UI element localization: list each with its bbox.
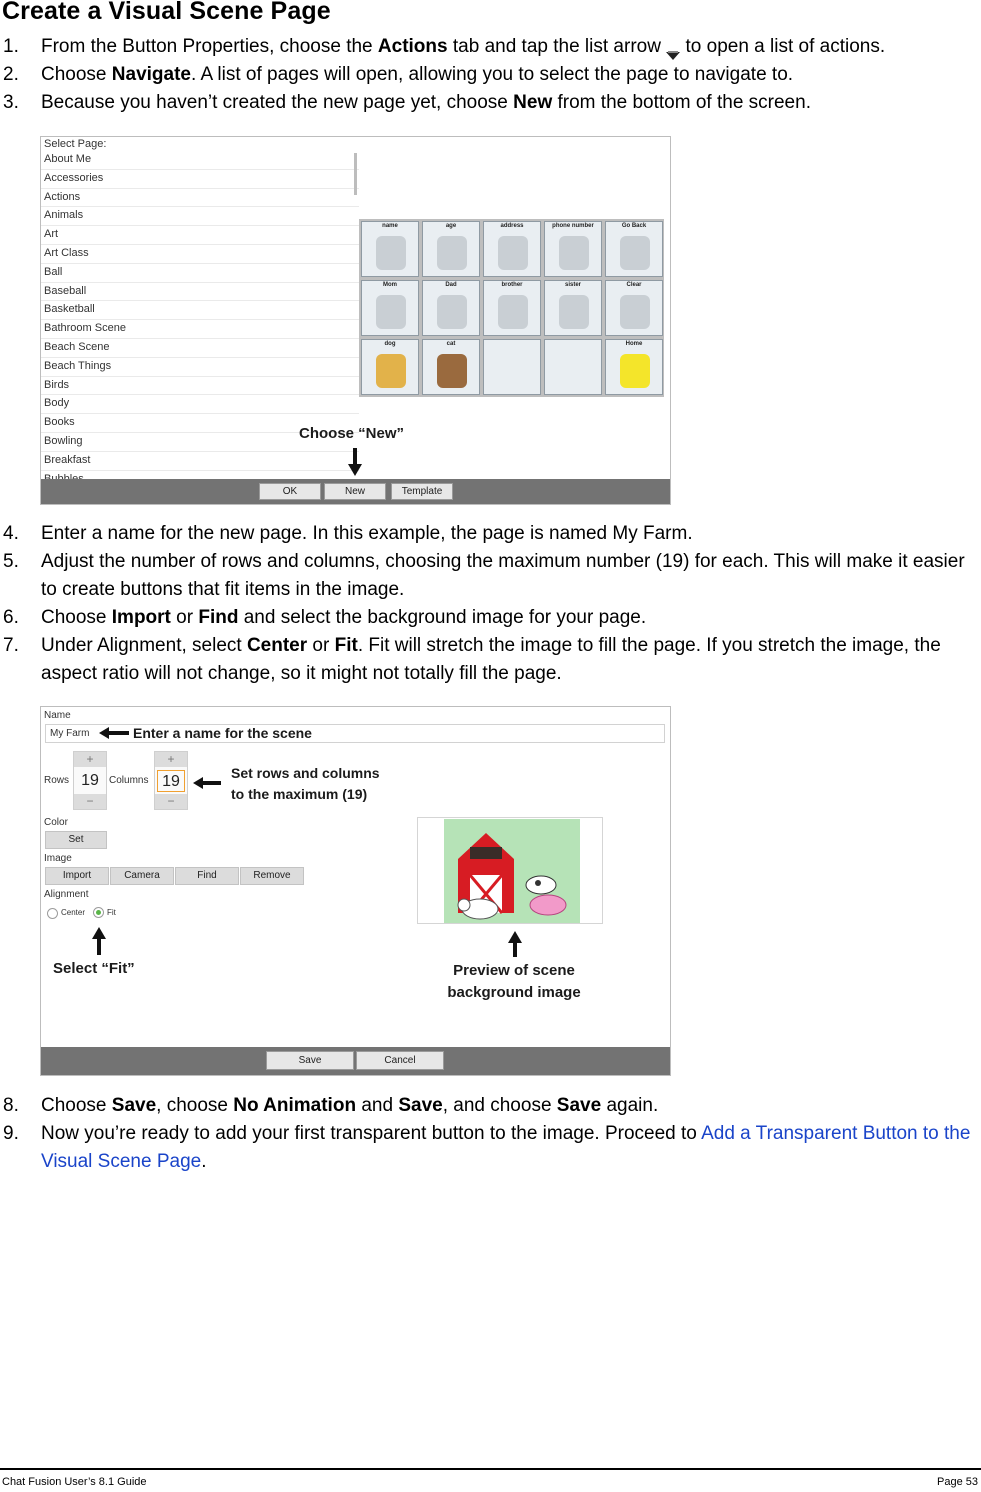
step-text: . [201, 1151, 207, 1172]
page-list-item[interactable]: Accessories [41, 170, 359, 189]
step-item [0, 89, 981, 117]
step-text: Adjust the number of rows and columns, choosing the maximum number (19) for each. This will make it easier to create buttons that fit items in the image. [41, 551, 965, 600]
remove-button[interactable]: Remove [240, 867, 304, 885]
step-keyword: New [513, 92, 553, 113]
arrow-up-icon [92, 927, 106, 955]
callout-rows-columns [231, 763, 380, 805]
symbol-icon [498, 236, 528, 270]
grid-button-label: Mom [383, 282, 397, 288]
columns-plus-button[interactable]: + [155, 752, 187, 767]
step-keyword: Save [398, 1095, 443, 1116]
step-item [0, 33, 981, 61]
grid-button[interactable] [544, 280, 602, 336]
step-keyword: Navigate [111, 64, 191, 85]
step-text: From the Button Properties, choose the [41, 36, 378, 57]
page-list-item[interactable]: Baseball [41, 283, 359, 302]
page-list-item[interactable]: Books [41, 414, 359, 433]
step-item [0, 632, 981, 688]
page-title: Create a Visual Scene Page [2, 0, 331, 25]
step-number: 3. [3, 92, 19, 113]
fit-label: Fit [107, 908, 116, 917]
columns-minus-button[interactable]: − [155, 794, 187, 809]
step-text: . A list of pages will open, allowing you to select the page to navigate to. [190, 64, 794, 85]
grid-button-label: dog [384, 341, 396, 347]
button-grid [359, 219, 664, 397]
grid-button-label: Clear [626, 282, 642, 288]
steps-list-2 [0, 520, 981, 688]
page-list-item[interactable]: Art Class [41, 245, 359, 264]
grid-button-label: Go Back [621, 223, 647, 229]
columns-label: Columns [109, 775, 149, 786]
symbol-icon [620, 295, 650, 329]
page-list-item[interactable]: Art [41, 226, 359, 245]
step-number: 5. [3, 551, 19, 572]
step-number: 6. [3, 607, 19, 628]
symbol-icon [376, 354, 406, 388]
find-button[interactable]: Find [175, 867, 239, 885]
list-header: Select Page: [44, 138, 107, 150]
callout-rows-line-1: Set rows and columns [231, 765, 380, 781]
arrow-up-icon [508, 931, 522, 957]
import-button[interactable]: Import [45, 867, 109, 885]
step-keyword: No Animation [233, 1095, 357, 1116]
grid-button[interactable] [361, 221, 419, 277]
grid-button-label: sister [564, 282, 581, 288]
fit-radio[interactable] [93, 907, 104, 918]
grid-button-label: phone number [552, 223, 594, 229]
callout-preview-line-1: Preview of scene [453, 962, 575, 979]
new-page-settings-screenshot [40, 706, 671, 1076]
navigate-page-screenshot [40, 136, 671, 505]
grid-button[interactable] [422, 339, 480, 395]
arrow-down-icon [347, 448, 363, 476]
page-list-item[interactable]: About Me [41, 151, 359, 170]
callout-preview-line-2: background image [447, 984, 581, 1001]
columns-stepper[interactable] [154, 751, 188, 810]
grid-button-label: brother [501, 282, 523, 288]
color-label: Color [44, 817, 68, 828]
alignment-label: Alignment [44, 889, 89, 900]
step-keyword: Actions [377, 36, 448, 57]
center-label: Center [61, 908, 86, 917]
grid-button[interactable] [605, 221, 663, 277]
symbol-icon [559, 236, 589, 270]
step-text: and [356, 1095, 399, 1116]
grid-button[interactable] [483, 221, 541, 277]
grid-button-label: Dad [445, 282, 457, 288]
step-text: Because you haven’t created the new page yet, choose [41, 92, 514, 113]
rows-minus-button[interactable]: − [74, 794, 106, 809]
step-text: or [170, 607, 199, 628]
dropdown-arrow-icon [666, 42, 680, 52]
grid-button-label: Home [625, 341, 643, 347]
symbol-icon [620, 236, 650, 270]
callout-choose-new: Choose “New” [299, 425, 405, 442]
step-number: 1. [3, 36, 19, 57]
page-list-item[interactable]: Beach Things [41, 358, 359, 377]
footer-page-number: Page 53 [937, 1476, 978, 1488]
grid-button[interactable] [605, 280, 663, 336]
symbol-icon [437, 236, 467, 270]
step-text: to open a list of actions. [680, 36, 886, 57]
footer-guide-title: Chat Fusion User’s 8.1 Guide [2, 1476, 147, 1488]
step-text: Choose [41, 1095, 112, 1116]
grid-button-label: name [382, 223, 398, 229]
step-text: from the bottom of the screen. [552, 92, 811, 113]
step-text: tab and tap the list arrow [447, 36, 667, 57]
step-text: or [307, 635, 335, 656]
ok-button[interactable]: OK [259, 483, 321, 500]
page-list-item[interactable]: Ball [41, 264, 359, 283]
step-keyword: Import [111, 607, 171, 628]
cross-reference-link[interactable]: Add a Transparent Button to the Visual Scene Page [41, 1123, 971, 1172]
step-item [0, 1092, 981, 1120]
step-text: again. [601, 1095, 659, 1116]
grid-button[interactable] [544, 339, 602, 395]
name-label: Name [44, 710, 71, 721]
step-keyword: Find [198, 607, 239, 628]
step-text: Now you’re ready to add your first transparent button to the image. Proceed to [41, 1123, 702, 1144]
name-input[interactable]: My Farm [45, 724, 665, 743]
symbol-icon [376, 295, 406, 329]
callout-rows-line-2: to the maximum (19) [231, 786, 368, 802]
symbol-icon [376, 236, 406, 270]
page-list-item[interactable]: Breakfast [41, 452, 359, 471]
steps-list-1 [0, 33, 981, 117]
callout-preview [439, 960, 589, 1004]
new-button[interactable]: New [324, 483, 386, 500]
rows-value[interactable]: 19 [81, 772, 99, 789]
page-list-item[interactable]: Basketball [41, 301, 359, 320]
template-button[interactable]: Template [391, 483, 453, 500]
symbol-icon [498, 295, 528, 329]
camera-button[interactable]: Camera [110, 867, 174, 885]
symbol-icon [559, 295, 589, 329]
save-button[interactable]: Save [266, 1051, 354, 1070]
step-number: 8. [3, 1095, 19, 1116]
step-item [0, 604, 981, 632]
step-item [0, 520, 981, 548]
step-text: Enter a name for the new page. In this example, the page is named My Farm. [41, 523, 693, 544]
cancel-button[interactable]: Cancel [356, 1051, 444, 1070]
page-list-item[interactable]: Actions [41, 189, 359, 208]
page-list-item[interactable]: Body [41, 395, 359, 414]
set-color-button[interactable]: Set [45, 831, 107, 849]
image-label: Image [44, 853, 72, 864]
grid-button[interactable] [361, 280, 419, 336]
page-list-item[interactable]: Bathroom Scene [41, 320, 359, 339]
symbol-icon [620, 354, 650, 388]
rows-label: Rows [44, 775, 70, 786]
symbol-icon [437, 295, 467, 329]
rows-stepper[interactable] [73, 751, 107, 810]
arrow-left-icon [193, 777, 221, 789]
page-list-item[interactable]: Birds [41, 377, 359, 396]
step-keyword: Fit [334, 635, 358, 656]
grid-button[interactable] [483, 339, 541, 395]
step-number: 2. [3, 64, 19, 85]
farm-scene-image [444, 819, 580, 923]
step-item [0, 61, 981, 89]
columns-value[interactable]: 19 [157, 770, 185, 792]
step-keyword: Save [556, 1095, 602, 1116]
step-text: . Fit will stretch the image to fill the page. If you stretch the image, the aspect ratio will not change, so it might not totally fill the page. [41, 635, 941, 684]
grid-button[interactable] [361, 339, 419, 395]
step-text: Choose [41, 607, 112, 628]
grid-button-label: address [500, 223, 524, 229]
step-text: , and choose [442, 1095, 557, 1116]
bottom-bar [41, 479, 670, 504]
grid-button[interactable] [605, 339, 663, 395]
step-number: 7. [3, 635, 19, 656]
step-text: and select the background image for your page. [238, 607, 647, 628]
grid-button[interactable] [422, 280, 480, 336]
callout-enter-name: Enter a name for the scene [133, 725, 312, 741]
grid-button-label: cat [446, 341, 456, 347]
rows-plus-button[interactable]: + [74, 752, 106, 767]
page-list-item[interactable]: Animals [41, 207, 359, 226]
step-item [0, 1120, 981, 1176]
bottom-bar [41, 1047, 670, 1075]
steps-list-3 [0, 1092, 981, 1176]
background-preview [417, 817, 603, 924]
step-text: Under Alignment, select [41, 635, 247, 656]
step-keyword: Save [111, 1095, 157, 1116]
grid-button-label: age [445, 223, 457, 229]
step-number: 9. [3, 1123, 19, 1144]
step-item [0, 548, 981, 604]
center-radio[interactable] [47, 908, 58, 919]
arrow-left-icon [99, 727, 129, 739]
step-text: , choose [156, 1095, 234, 1116]
footer-divider [0, 1468, 981, 1470]
step-number: 4. [3, 523, 19, 544]
grid-button[interactable] [483, 280, 541, 336]
step-keyword: Center [246, 635, 308, 656]
grid-button[interactable] [422, 221, 480, 277]
grid-button[interactable] [544, 221, 602, 277]
page-list-item[interactable]: Bowling [41, 433, 359, 452]
page-list-item[interactable]: Beach Scene [41, 339, 359, 358]
symbol-icon [437, 354, 467, 388]
list-scrollbar[interactable] [354, 153, 357, 195]
step-text: Choose [41, 64, 112, 85]
callout-select-fit: Select “Fit” [53, 960, 135, 977]
